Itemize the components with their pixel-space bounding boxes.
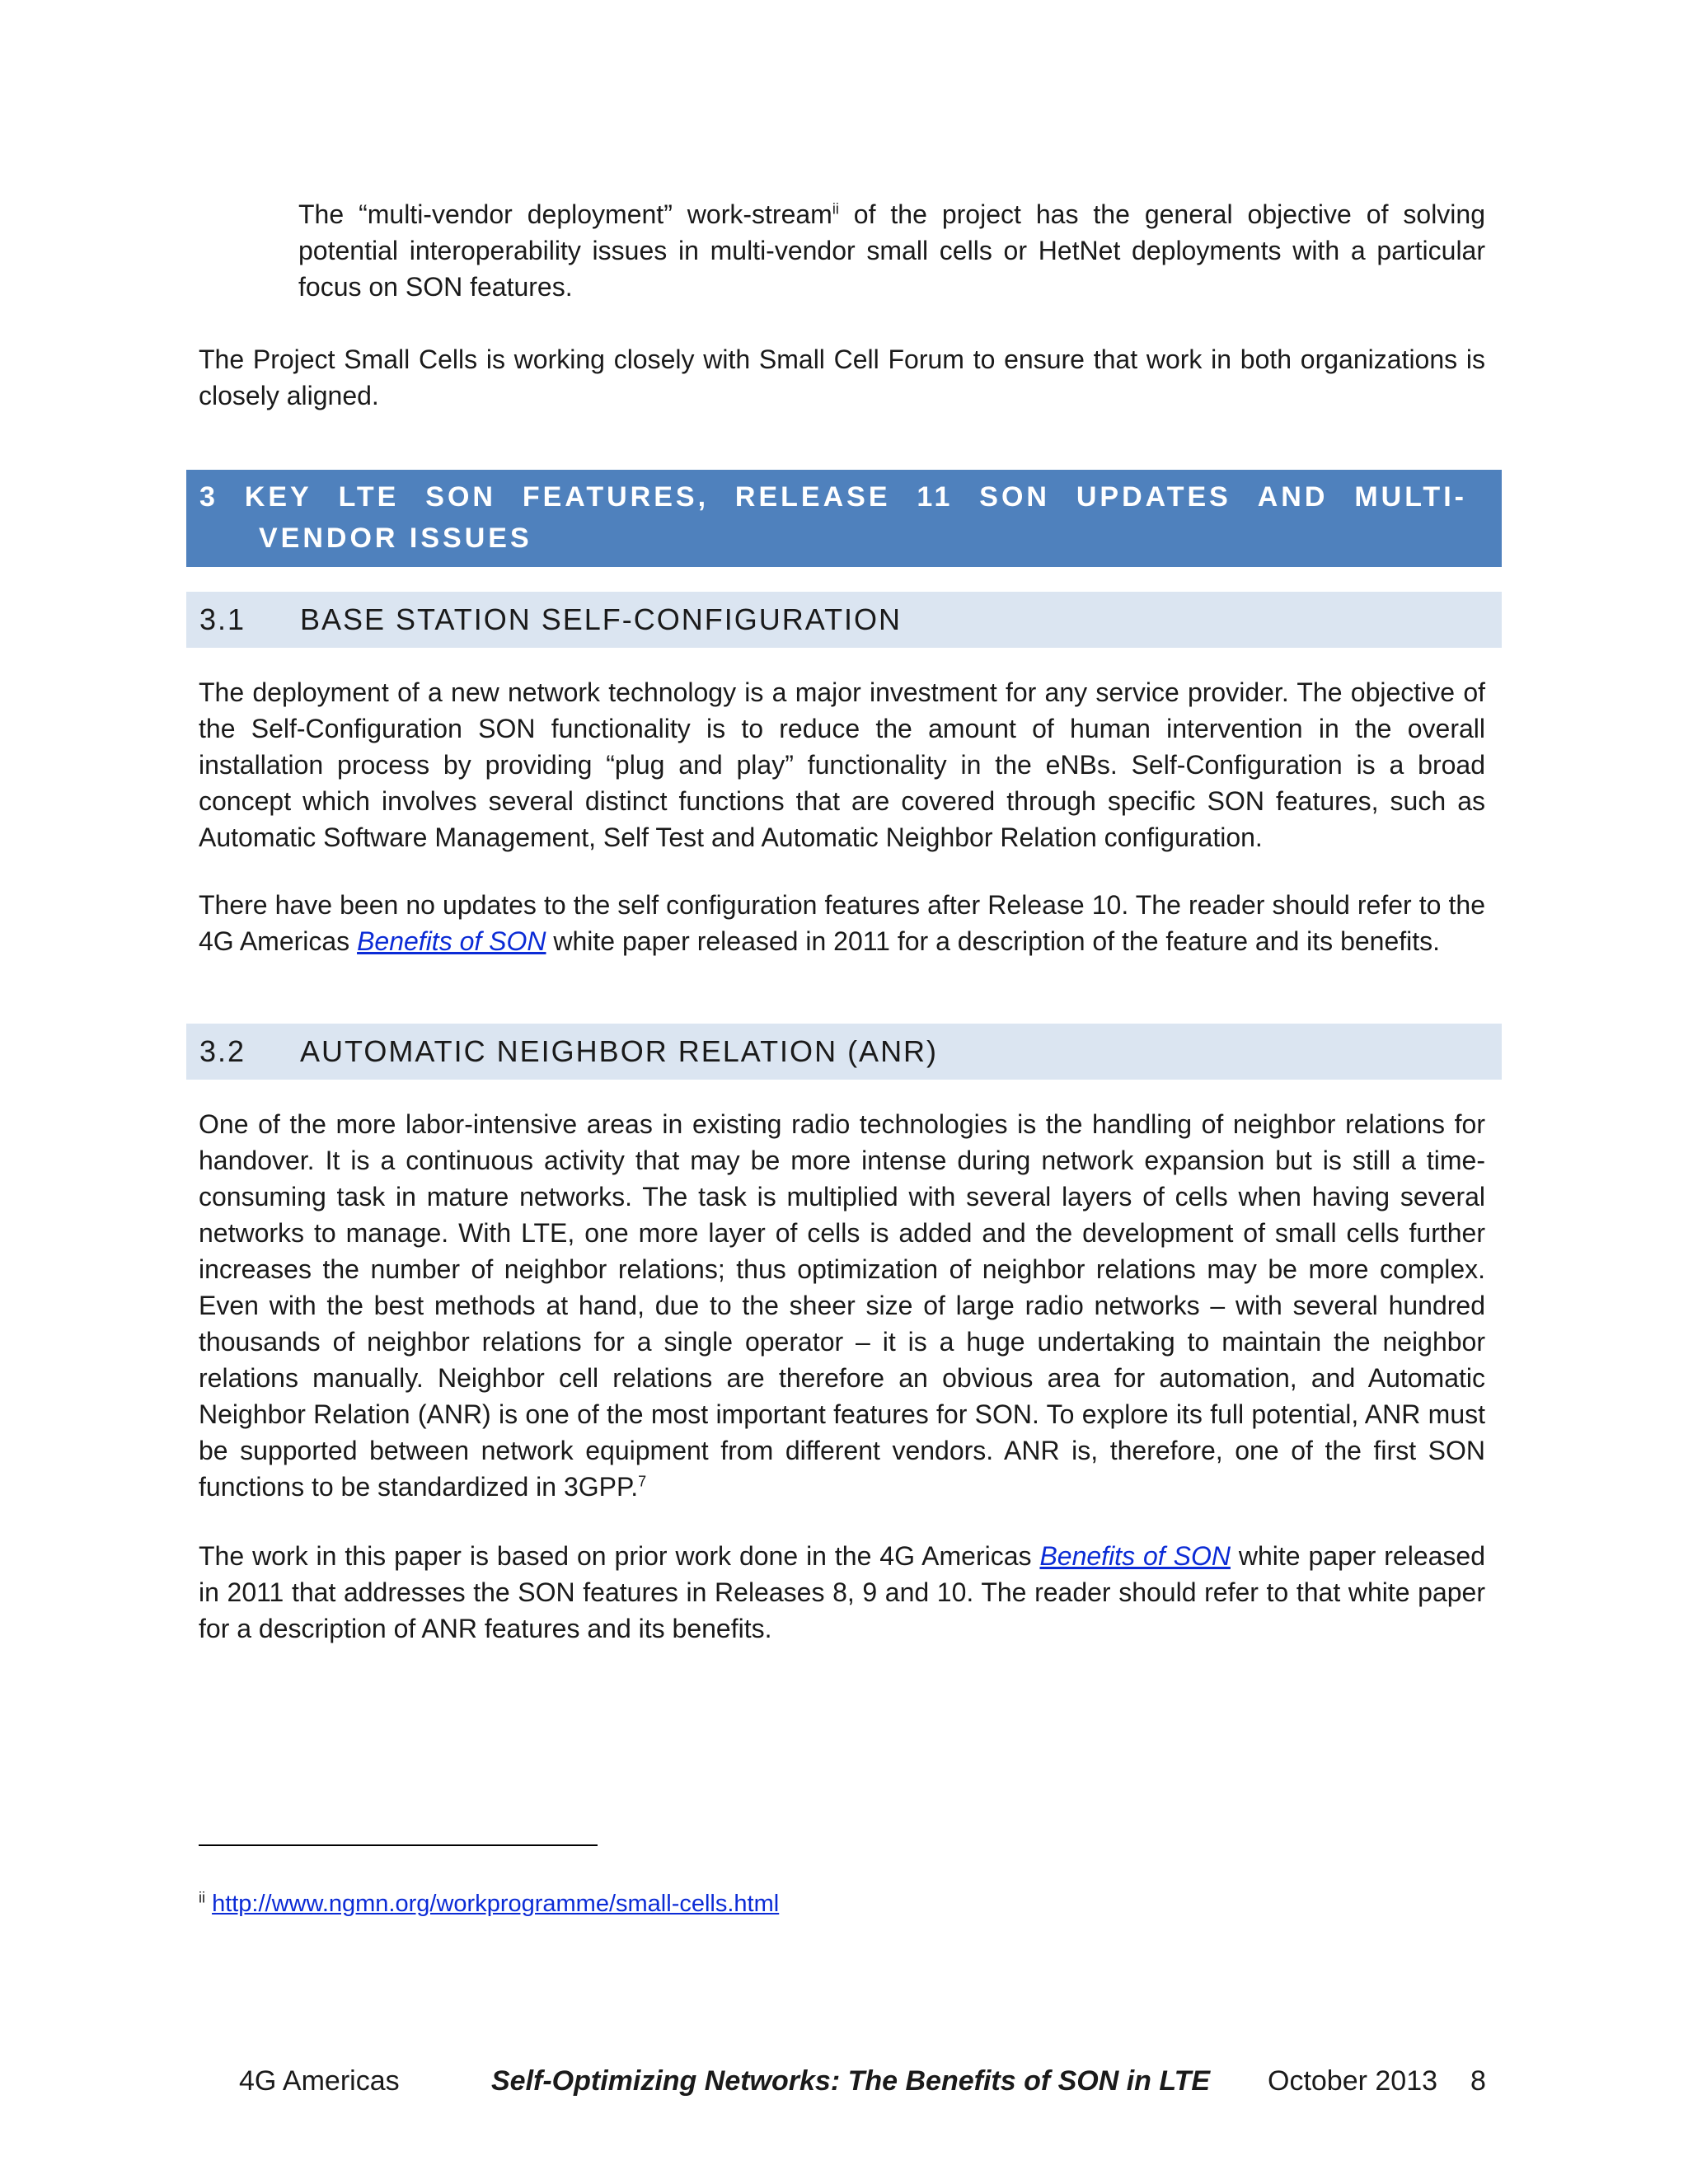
para-text: white paper released in 2011 for a description of the feature and its benefits. <box>546 926 1441 956</box>
heading-word: 11 <box>917 481 954 513</box>
para-text: There have been no updates to the self configuration features after Release 10. The reader should refer to the 4G Americas <box>199 890 1485 956</box>
heading-word: RELEASE <box>734 481 891 513</box>
heading-word: SON <box>425 481 496 513</box>
footnote-marker-7[interactable]: 7 <box>638 1473 647 1490</box>
page-footer <box>0 2060 1688 2102</box>
section-3-2-heading <box>186 1024 1502 1080</box>
section-3-2-paragraph-2 <box>199 1538 1485 1647</box>
section-3-1-number: 3.1 <box>199 602 246 636</box>
footer-doc-title: Self-Optimizing Networks: The Benefits of SON in LTE <box>491 2065 1211 2097</box>
footnote-marker: ii <box>199 1889 205 1906</box>
benefits-of-son-link[interactable]: Benefits of SON <box>1039 1541 1231 1571</box>
heading-word: SON <box>979 481 1050 513</box>
section-3-2-number: 3.2 <box>199 1034 246 1068</box>
heading-word: UPDATES <box>1076 481 1231 513</box>
section-3-1-paragraph-2 <box>199 887 1485 959</box>
section-3-heading <box>186 470 1502 567</box>
intro-text-after: of the project has the general objective of solving potential interoperability issues in multi-vendor small cells or HetNet deployments with a particular focus on SON features. <box>298 199 1486 302</box>
section-3-1-heading <box>186 592 1502 648</box>
benefits-of-son-link[interactable]: Benefits of SON <box>357 926 546 956</box>
para-text: white paper released in 2011 that addresses the SON features in Releases 8, 9 and 10. The reader should refer to that white paper for a description of ANR features and its benefits. <box>199 1541 1486 1643</box>
footnote-separator <box>199 1844 598 1846</box>
para-text: The work in this paper is based on prior work done in the 4G Americas <box>199 1541 1040 1571</box>
section-3-heading-line1 <box>199 476 1467 518</box>
footer-org: 4G Americas <box>239 2065 400 2097</box>
heading-word: FEATURES, <box>522 481 710 513</box>
section-3-2-title: AUTOMATIC NEIGHBOR RELATION (ANR) <box>300 1034 939 1068</box>
intro-text-before: The “multi-vendor deployment” work-stream <box>298 199 832 229</box>
heading-word: 3 <box>199 481 218 513</box>
footnote-marker-ii[interactable]: ii <box>832 200 839 218</box>
section-3-2-paragraph-1 <box>199 1106 1485 1505</box>
section-3-1-paragraph-1: The deployment of a new network technology is a major investment for any service provider. The objective of the Self-Configuration SON functionality is to reduce the amount of human intervention in the overall installation process by providing “plug and play” functionality in the eNBs. Self-Configuration is a broad concept which involves several distinct functions that are covered through specific SON features, such as Automatic Software Management, Self Test and Automatic Neighbor Relation configuration. <box>199 677 1485 852</box>
footer-date: October 2013 <box>1268 2065 1438 2097</box>
para-text: One of the more labor-intensive areas in existing radio technologies is the handling of neighbor relations for handover. It is a continuous activity that may be more intense during network expansion but is still a time-consuming task in mature networks. The task is multiplied with several layers of cells when having several networks to manage. With LTE, one more layer of cells is added and the development of small cells further increases the number of neighbor relations; thus optimization of neighbor relations may be more complex. Even with the best methods at hand, due to the sheer size of large radio networks – with several hundred thousands of neighbor relations for a single operator – it is a huge undertaking to maintain the neighbor relations manually. Neighbor cell relations are therefore an obvious area for automation, and Automatic Neighbor Relation (ANR) is one of the most important features for SON. To explore its full potential, ANR must be supported between network equipment from different vendors. ANR is, therefore, one of the first SON functions to be standardized in 3GPP. <box>199 1109 1485 1502</box>
footnote-ii <box>199 1887 779 1920</box>
section-3-1-title: BASE STATION SELF-CONFIGURATION <box>300 602 903 636</box>
intro-indented-paragraph <box>298 196 1485 305</box>
heading-word: KEY <box>244 481 312 513</box>
heading-word: AND <box>1257 481 1329 513</box>
footer-page-number: 8 <box>1470 2065 1486 2097</box>
section-3-heading-line2: VENDOR ISSUES <box>259 523 532 554</box>
footnote-url-link[interactable]: http://www.ngmn.org/workprogramme/small-cells.html <box>212 1891 780 1917</box>
intro-paragraph-2: The Project Small Cells is working closely with Small Cell Forum to ensure that work in both organizations is closely aligned. <box>199 344 1485 410</box>
heading-word: LTE <box>338 481 400 513</box>
heading-word: MULTI- <box>1354 481 1467 513</box>
